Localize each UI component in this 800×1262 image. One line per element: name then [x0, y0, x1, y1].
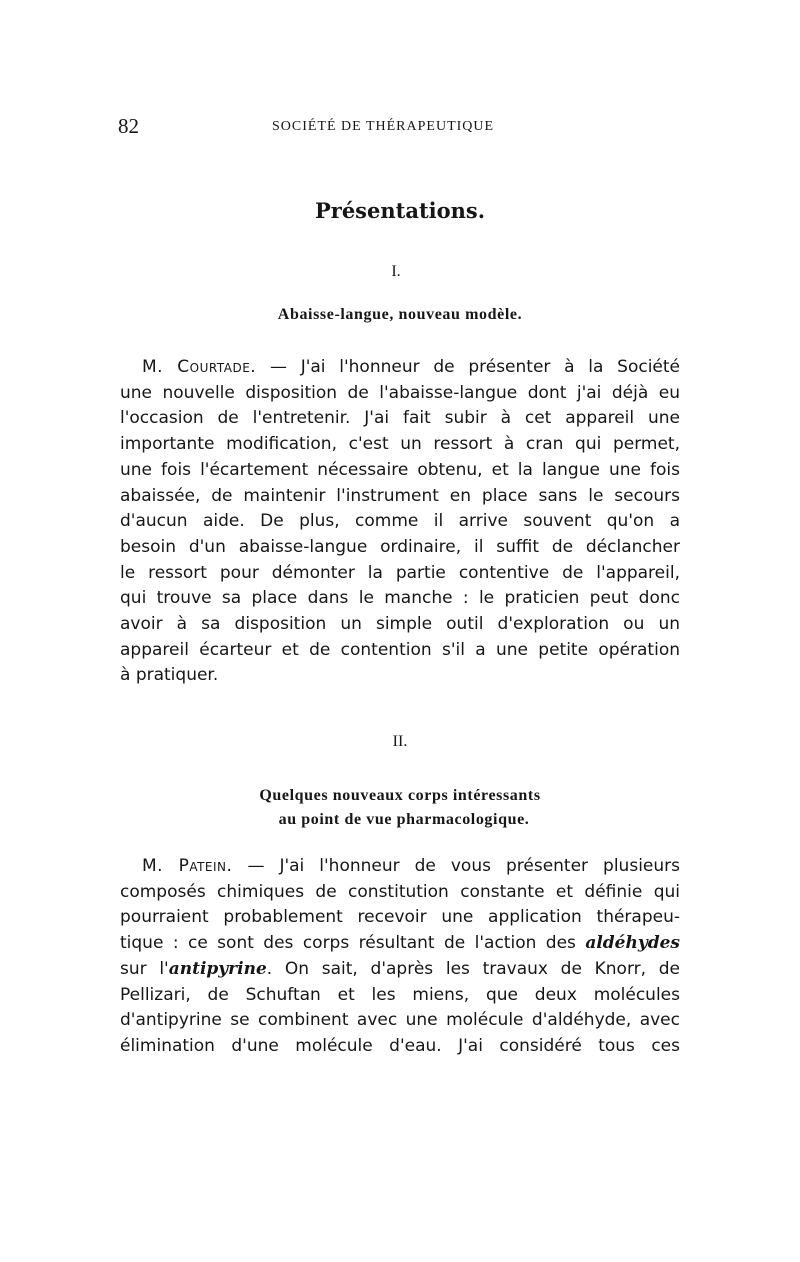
section-heading-1: Abaisse-langue, nouveau modèle.: [277, 306, 523, 323]
section-heading-2-line-1: Quelques nouveaux corps intéressants: [259, 787, 541, 804]
paragraph-line: importante modification, c'est un ressort à cran qui permet,: [120, 434, 680, 455]
italic-term: antipyrine: [168, 958, 267, 979]
paragraph-line: pourraient probablement recevoir une application thérapeu-: [120, 907, 680, 928]
paragraph-patein: [120, 854, 680, 1060]
paragraph-line: l'occasion de l'entretenir. J'ai fait subir à cet appareil une: [120, 408, 680, 429]
paragraph-line: le ressort pour démonter la partie contentive de l'appareil,: [120, 562, 680, 583]
speaker-name: M. Patein.: [142, 856, 233, 876]
paragraph-line: M. Courtade. — J'ai l'honneur de présenter à la Société: [142, 357, 681, 377]
page-number: 82: [118, 114, 139, 138]
paragraph-line: Pellizari, de Schuftan et les miens, que deux molécules: [120, 984, 680, 1005]
paragraph-line: M. Patein. — J'ai l'honneur de vous présenter plusieurs: [142, 856, 680, 876]
page-header: [118, 114, 680, 142]
paragraph-line: appareil écarteur et de contention s'il a une petite opération: [120, 639, 680, 660]
section-numeral-1: I.: [391, 263, 401, 280]
paragraph-line: à pratiquer.: [120, 665, 219, 686]
paragraph-line: une nouvelle disposition de l'abaisse-langue dont j'ai déjà eu: [120, 382, 680, 403]
paragraph-line: avoir à sa disposition un simple outil d'exploration ou un: [120, 614, 680, 635]
paragraph-line: qui trouve sa place dans le manche : le praticien peut donc: [120, 588, 680, 609]
italic-term: aldéhydes: [585, 933, 680, 954]
paragraph-line: sur l'antipyrine. On sait, d'après les travaux de Knorr, de: [120, 958, 681, 979]
speaker-name: M. Courtade.: [142, 357, 257, 377]
paragraph-line: d'antipyrine se combinent avec une molécule d'aldéhyde, avec: [120, 1010, 680, 1031]
paragraph-line: composés chimiques de constitution constante et définie qui: [120, 881, 680, 902]
paragraph-line: d'aucun aide. De plus, comme il arrive souvent qu'on a: [120, 511, 680, 532]
paragraph-line: tique : ce sont des corps résultant de l'action des aldéhydes: [120, 933, 680, 954]
running-head: SOCIÉTÉ DE THÉRAPEUTIQUE: [272, 119, 495, 134]
section-numeral-2: II.: [392, 733, 408, 750]
paragraph-line: abaissée, de maintenir l'instrument en place sans le secours: [120, 485, 680, 506]
paragraph-line: une fois l'écartement nécessaire obtenu, et la langue une fois: [120, 459, 680, 480]
section-title: Présentations.: [314, 198, 486, 223]
paragraph-line: élimination d'une molécule d'eau. J'ai considéré tous ces: [120, 1035, 680, 1056]
paragraph-courtade: [120, 355, 680, 689]
paragraph-line: besoin d'un abaisse-langue ordinaire, il suffit de déclancher: [120, 536, 680, 557]
section-heading-2-line-2: au point de vue pharmacologique.: [278, 811, 530, 828]
